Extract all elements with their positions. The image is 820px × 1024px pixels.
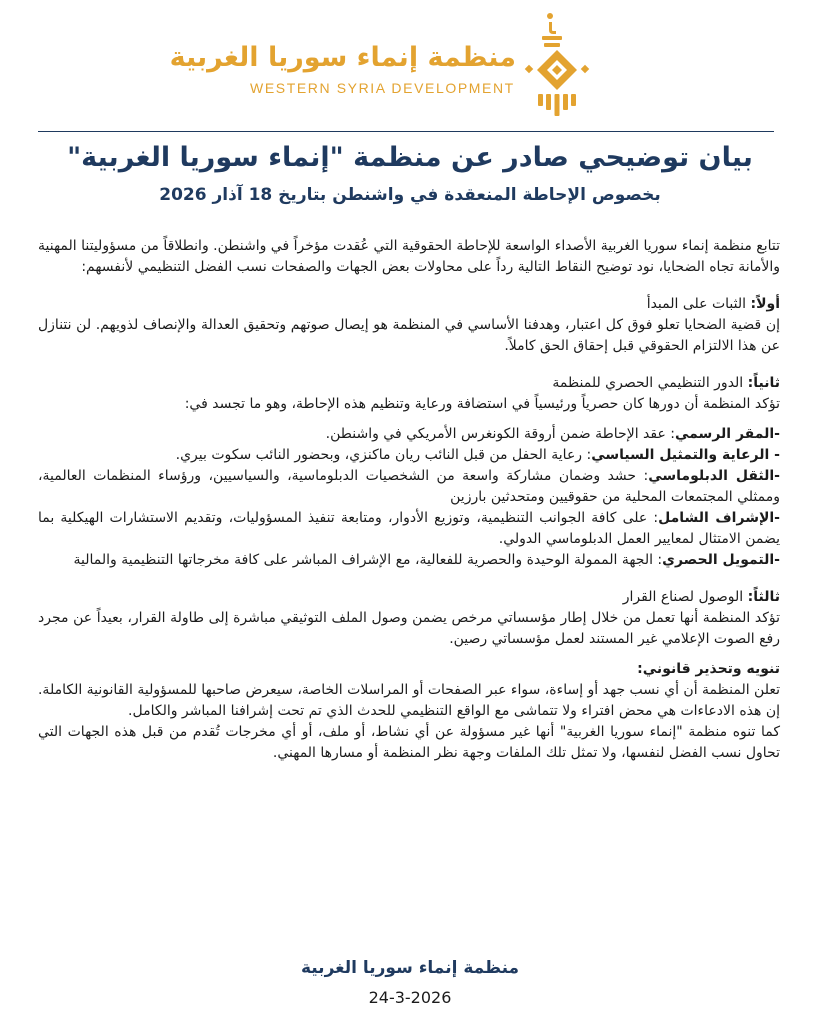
list-item — [38, 424, 780, 445]
list-item-label: - الرعاية والتمثيل السياسي — [591, 447, 780, 463]
list-item-text: : عقد الإحاطة ضمن أروقة الكونغرس الأمريكي في واشنطن. — [325, 426, 675, 442]
legal-notice-paragraph: تعلن المنظمة أن أي نسب جهد أو إساءة، سواء عبر الصفحات أو المراسلات الخاصة، سيعرض صاحبها للمسؤولية القانونية الكاملة. إن هذه الادعاءات هي محض افتراء ولا تتماشى مع الواقع التنظيمي للحدث الذي تم تحت إشرافنا المباشر والكامل. — [37, 682, 780, 719]
list-item-label: -الثقل الدبلوماسي — [648, 468, 780, 484]
intro-paragraph: تتابع منظمة إنماء سوريا الغربية الأصداء الواسعة للإحاطة الحقوقية التي عُقدت مؤخراً في واشنطن. وانطلاقاً من مسؤوليتنا المهنية والأمانة تجاه الضحايا، نود توضيح النقاط التالية رداً على محاولات بعض الجهات والصفحات نسب الفضل التنظيمي لأنفسهم: — [38, 238, 780, 275]
statement-subtitle: بخصوص الإحاطة المنعقدة في واشنطن بتاريخ 18 آذار 2026 — [159, 185, 661, 205]
section-one-title: الثبات على المبدأ — [646, 296, 751, 312]
list-item-text: : على كافة الجوانب التنظيمية، وتوزيع الأدوار، ومتابعة تنفيذ المسؤوليات، وتقديم الاستشارات الهيكلية بما يضمن الامتثال لمعايير العمل الدبلوماسي الدولي. — [38, 510, 780, 547]
list-item — [38, 466, 780, 508]
organization-name-arabic: منظمة إنماء سوريا الغربية — [169, 42, 516, 73]
legal-notice-heading: تنويه وتحذير قانوني: — [637, 661, 780, 677]
section-three-heading — [38, 587, 780, 608]
section-two-heading — [38, 373, 780, 394]
list-item — [38, 508, 780, 550]
organization-name-english: WESTERN SYRIA DEVELOPMENT — [250, 80, 515, 96]
list-item-text: : حشد وضمان مشاركة واسعة من الشخصيات الدبلوماسية، والسياسيين، ورؤساء المنظمات العالمية، وممثلي المجتمعات المحلية من حقوقيين ومتحدثين بارزين — [38, 468, 780, 505]
section-three-title: الوصول لصناع القرار — [622, 589, 748, 605]
list-item-text: : الجهة الممولة الوحيدة والحصرية للفعالية، مع الإشراف المباشر على كافة مخرجاتها التنظيمية والمالية — [73, 552, 663, 568]
statement-title: بيان توضيحي صادر عن منظمة "إنماء سوريا الغربية" — [67, 142, 753, 173]
header-divider — [38, 131, 774, 132]
list-item — [38, 550, 780, 571]
list-item-label: -المقر الرسمي — [675, 426, 780, 442]
letterhead — [0, 0, 820, 132]
section-one-heading — [38, 294, 780, 315]
list-item-text: : رعاية الحفل من قبل النائب ريان ماكنزي، وبحضور النائب سكوت بيري. — [175, 447, 592, 463]
section-two-body: تؤكد المنظمة أن دورها كان حصرياً ورئيسياً في استضافة ورعاية وتنظيم هذه الإحاطة، وهو ما تجسد في: — [184, 396, 780, 412]
list-item — [38, 445, 780, 466]
statement-date: 24-3-2026 — [368, 988, 452, 1007]
statement-body — [38, 236, 780, 764]
list-item-label: -التمويل الحصري — [662, 552, 780, 568]
section-three-body: تؤكد المنظمة أنها تعمل من خلال إطار مؤسساتي مرخص يضمن وصول الملف التوثيقي مباشرة إلى طاولة القرار، بعيداً عن مجرد رفع الصوت الإعلامي غير المستند لعمل مؤسساتي رصين. — [38, 610, 780, 647]
disclaimer-paragraph: كما تنوه منظمة "إنماء سوريا الغربية" أنها غير مسؤولة عن أي نشاط، أو ملف، أو أي مخرجات تُقدم من قبل هذه الجهات التي تحاول نسب الفضل لنفسها، ولا تمثل تلك الملفات وجهة نظر المنظمة أو مسارها المهني. — [38, 724, 780, 761]
list-item-label: -الإشراف الشامل — [658, 510, 780, 526]
signature: منظمة إنماء سوريا الغربية — [300, 958, 520, 978]
section-one-body: إن قضية الضحايا تعلو فوق كل اعتبار، وهدفنا الأساسي في المنظمة هو إيصال صوتهم وتحقيق العدالة والإنصاف لذويهم. لن نتنازل عن هذا الالتزام الحقوقي قبل إحقاق الحق كاملاً. — [38, 317, 780, 354]
section-two-title: الدور التنظيمي الحصري للمنظمة — [552, 375, 748, 391]
section-three-lead: ثالثاً: — [747, 589, 780, 605]
organization-logo-icon — [522, 10, 592, 122]
section-two-lead: ثانياً: — [747, 375, 780, 391]
section-one-lead: أولاً: — [750, 296, 780, 312]
